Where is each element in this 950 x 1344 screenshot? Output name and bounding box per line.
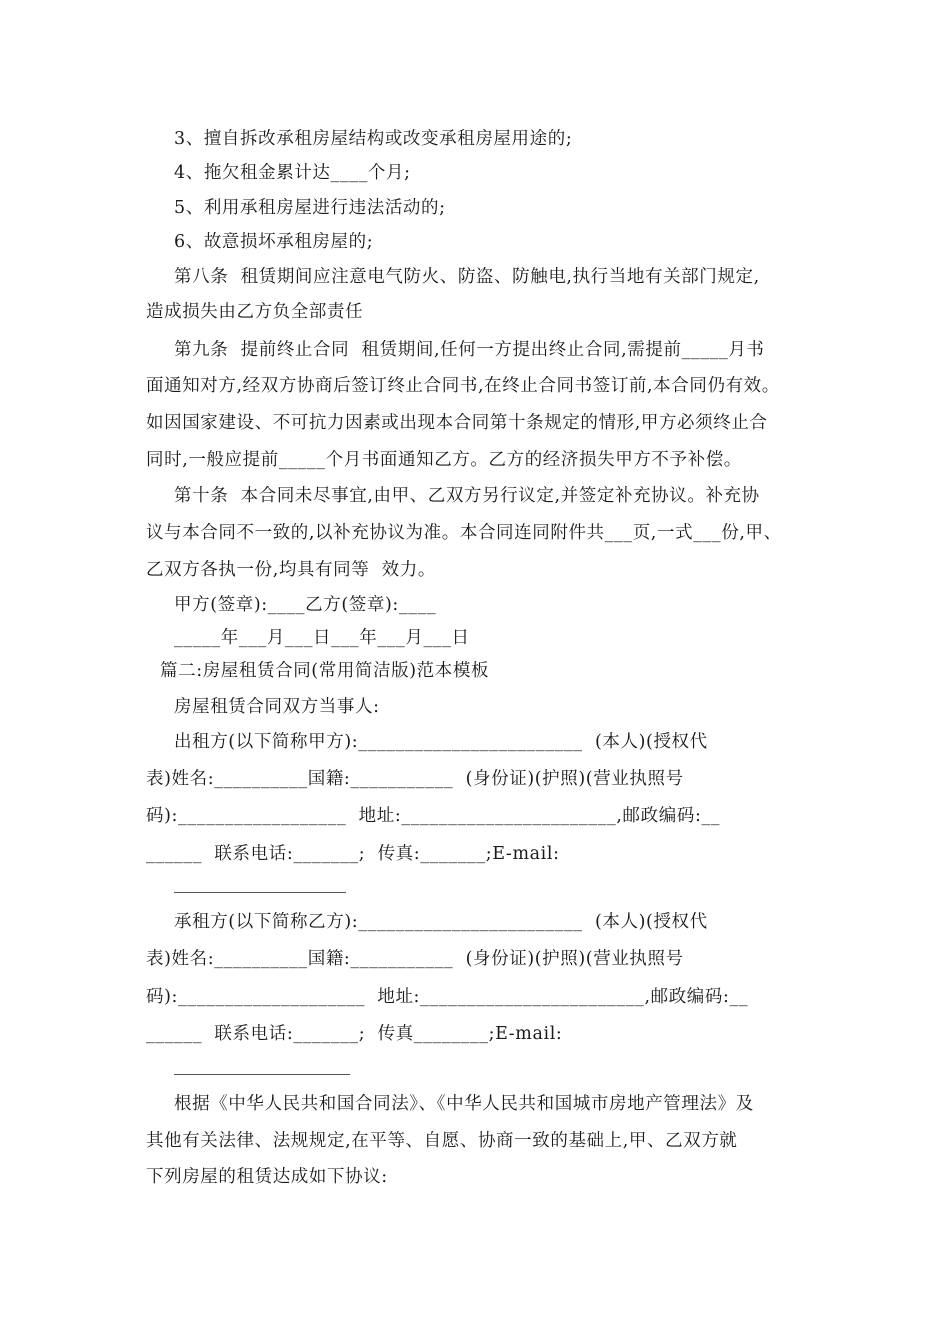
text-line: 下列房屋的租赁达成如下协议: bbox=[146, 1167, 388, 1187]
text-line: 第八条 租赁期间应注意电气防火、防盗、防触电,执行当地有关部门规定, bbox=[174, 267, 760, 287]
text-line: 5、利用承租房屋进行违法活动的; bbox=[174, 198, 446, 218]
lessee-line-1: 承租方(以下简称乙方):________________________ (本人)(授权代 bbox=[174, 912, 708, 932]
lessee-line-4: ______ 联系电话:_______; 传真________;E-mail: bbox=[146, 1024, 563, 1044]
text-line: 第十条 本合同未尽事宜,由甲、乙双方另行议定,并签定补充协议。补充协 bbox=[174, 486, 760, 506]
text-line: 议与本合同不一致的,以补充协议为准。本合同连同附件共___页,一式___份,甲、 bbox=[146, 523, 782, 543]
lessor-line-1: 出租方(以下简称甲方):________________________ (本人)(授权代 bbox=[174, 732, 708, 752]
email-blank-rule bbox=[174, 1074, 350, 1075]
text-line: 第九条 提前终止合同 租赁期间,任何一方提出终止合同,需提前_____月书 bbox=[174, 340, 765, 360]
text-line: 面通知对方,经双方协商后签订终止合同书,在终止合同书签订前,本合同仍有效。 bbox=[146, 376, 780, 396]
lessor-line-3: 码):__________________ 地址:_______________________,邮政编码:__ bbox=[146, 806, 721, 826]
text-line: 同时,一般应提前_____个月书面通知乙方。乙方的经济损失甲方不予补偿。 bbox=[146, 450, 742, 470]
text-line: 3、擅自拆改承租房屋结构或改变承租房屋用途的; bbox=[174, 129, 573, 149]
text-line: 4、拖欠租金累计达____个月; bbox=[174, 163, 411, 183]
email-blank-rule bbox=[174, 892, 346, 893]
date-line: _____年___月___日___年___月___日 bbox=[174, 628, 470, 648]
section-heading: 篇二:房屋租赁合同(常用简洁版)范本模板 bbox=[160, 661, 490, 681]
text-line: 其他有关法律、法规规定,在平等、自愿、协商一致的基础上,甲、乙双方就 bbox=[146, 1131, 738, 1151]
lessee-line-2: 表)姓名:__________国籍:___________ (身份证)(护照)(营业执照号 bbox=[146, 949, 684, 969]
lessor-line-2: 表)姓名:__________国籍:___________ (身份证)(护照)(营业执照号 bbox=[146, 769, 684, 789]
lessee-line-3: 码):____________________ 地址:________________________,邮政编码:__ bbox=[146, 987, 749, 1007]
lessor-line-4: ______ 联系电话:_______; 传真:_______;E-mail: bbox=[146, 844, 560, 864]
text-line: 房屋租赁合同双方当事人: bbox=[174, 697, 380, 717]
text-line: 如因国家建设、不可抗力因素或出现本合同第十条规定的情形,甲方必须终止合 bbox=[146, 413, 768, 433]
signature-line: 甲方(签章):____乙方(签章):____ bbox=[174, 595, 437, 615]
text-line: 6、故意损坏承租房屋的; bbox=[174, 232, 374, 252]
text-line: 根据《中华人民共和国合同法》、《中华人民共和国城市房地产管理法》及 bbox=[174, 1094, 754, 1114]
text-line: 造成损失由乙方负全部责任 bbox=[146, 302, 364, 322]
text-line: 乙双方各执一份,均具有同等 效力。 bbox=[146, 560, 436, 580]
